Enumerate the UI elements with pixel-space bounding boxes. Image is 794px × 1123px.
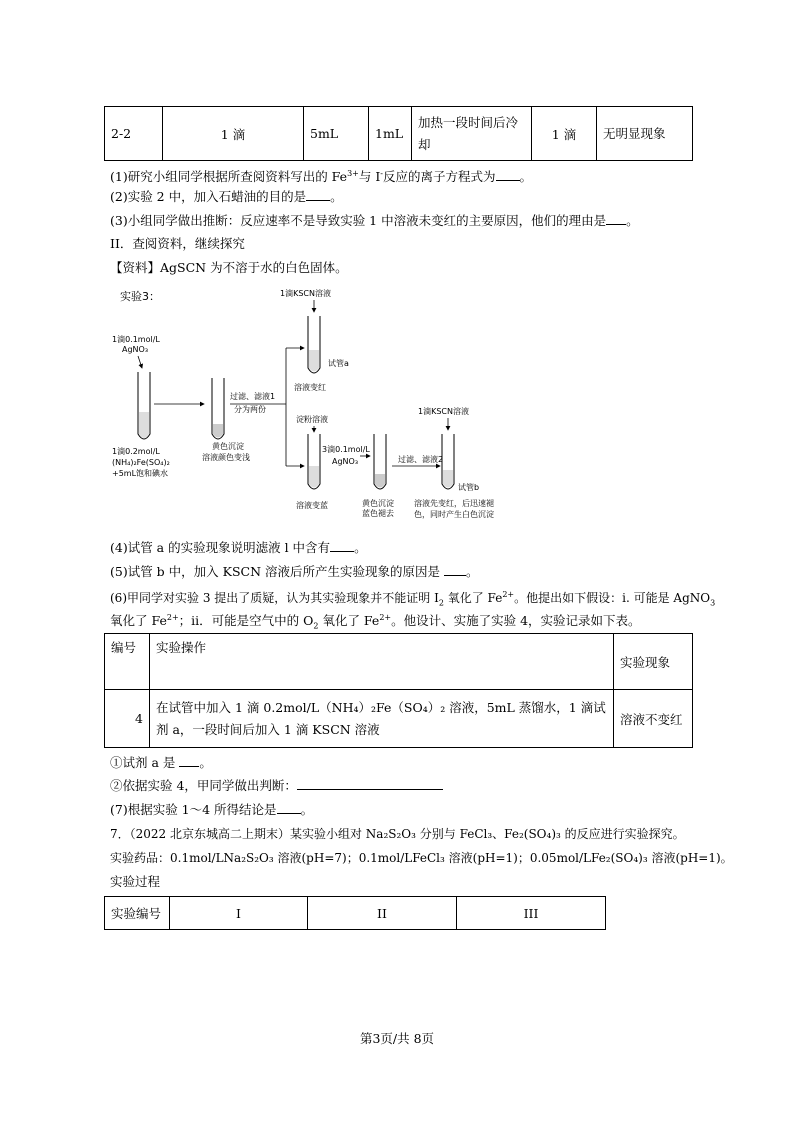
- svg-text:3滴0.1mol/L: 3滴0.1mol/L: [322, 445, 370, 454]
- svg-text:色，同时产生白色沉淀: 色，同时产生白色沉淀: [414, 510, 494, 519]
- table-header-row: [105, 897, 606, 930]
- table-row: [105, 107, 693, 161]
- svg-text:过滤、滤液1: 过滤、滤液1: [230, 392, 276, 401]
- answer-blank[interactable]: [444, 575, 466, 576]
- column-header: I: [170, 897, 308, 930]
- material-note: 【资料】AgSCN 为不溶于水的白色固体。: [110, 260, 348, 275]
- svg-text:1滴0.2mol/L: 1滴0.2mol/L: [112, 447, 160, 456]
- reagents-line: 实验药品：0.1mol/LNa₂S₂O₃ 溶液(pH=7)；0.1mol/LFeCl₃ 溶液(pH=1)；0.05mol/LFe₂(SO₄)₃ 溶液(pH=1)。: [110, 851, 733, 865]
- experiment-7-table: [104, 896, 606, 930]
- table-cell: 溶液不变红: [614, 690, 693, 748]
- answer-blank[interactable]: [306, 200, 330, 201]
- svg-text:分为两份: 分为两份: [234, 405, 266, 414]
- svg-text:淀粉溶液: 淀粉溶液: [296, 415, 328, 424]
- column-header: 实验现象: [614, 634, 693, 690]
- table-cell: 1 滴: [163, 107, 304, 161]
- svg-text:1滴KSCN溶液: 1滴KSCN溶液: [280, 289, 331, 298]
- question-7: (7)根据实验 1～4 所得结论是 。: [110, 802, 314, 817]
- table-cell: 1mL: [369, 107, 412, 161]
- table-cell: 加热一段时间后冷却: [412, 107, 532, 161]
- svg-text:1滴KSCN溶液: 1滴KSCN溶液: [418, 407, 469, 416]
- experiment-4-table: [104, 633, 693, 748]
- answer-blank[interactable]: [277, 813, 301, 814]
- svg-text:溶液颜色变浅: 溶液颜色变浅: [202, 453, 250, 462]
- column-header: III: [457, 897, 606, 930]
- answer-blank[interactable]: [496, 180, 520, 181]
- svg-text:(NH₄)₂Fe(SO₄)₂: (NH₄)₂Fe(SO₄)₂: [112, 458, 170, 467]
- column-header: 实验编号: [105, 897, 170, 930]
- problem-7-intro: 7．（2022 北京东城高二上期末）某实验小组对 Na₂S₂O₃ 分别与 FeCl₃、Fe₂(SO₄)₃ 的反应进行实验探究。: [110, 827, 685, 841]
- svg-text:试管b: 试管b: [458, 483, 480, 492]
- table-cell: 无明显现象: [597, 107, 693, 161]
- svg-text:黄色沉淀: 黄色沉淀: [212, 442, 244, 451]
- section-heading: II．查阅资料，继续探究: [110, 236, 245, 251]
- process-heading: 实验过程: [110, 874, 161, 889]
- svg-text:+5mL饱和碘水: +5mL饱和碘水: [112, 469, 169, 478]
- svg-text:蓝色褪去: 蓝色褪去: [362, 509, 394, 518]
- table-cell: 1 滴: [532, 107, 597, 161]
- question-6-line-2: 氧化了 $Fe^{2+}$；ii．可能是空气中的 $O_2$ 氧化了 $Fe^{2+}$。他设计、实施了实验 4，实验记录如下表。: [110, 613, 641, 631]
- table-header-row: [105, 634, 693, 690]
- question-3: (3)小组同学做出推断：反应速率不是导致实验 1 中溶液未变红的主要原因，他们的理由是 。: [110, 213, 639, 228]
- question-5: (5)试管 b 中，加入 KSCN 溶液后所产生实验现象的原因是 。: [110, 564, 479, 579]
- answer-blank[interactable]: [330, 551, 354, 552]
- table-cell-id: 2-2: [105, 107, 163, 161]
- question-6-line-1: (6)甲同学对实验 3 提出了质疑，认为其实验现象并不能证明 $I_2$ 氧化了 $Fe^{2+}$。他提出如下假设：i. 可能是 AgNO$_3$: [110, 590, 716, 608]
- sub-question-1: ①试剂 a 是 。: [110, 755, 212, 770]
- table-cell: 5mL: [304, 107, 369, 161]
- svg-text:1滴0.1mol/L: 1滴0.1mol/L: [112, 335, 160, 344]
- sub-question-2: ②依据实验 4，甲同学做出判断：: [110, 777, 443, 795]
- svg-text:AgNO₃: AgNO₃: [332, 457, 359, 466]
- page-footer: 第3页/共 8页: [359, 1031, 435, 1046]
- svg-text:试管a: 试管a: [328, 359, 349, 368]
- question-2: (2)实验 2 中，加入石蜡油的目的是 。: [110, 189, 343, 204]
- svg-text:过滤、滤液2: 过滤、滤液2: [398, 455, 444, 464]
- answer-blank[interactable]: [606, 224, 626, 225]
- column-header: II: [308, 897, 457, 930]
- column-header: 实验操作: [150, 634, 614, 690]
- table-cell-id: 4: [105, 690, 150, 748]
- svg-text:溶液变蓝: 溶液变蓝: [296, 501, 328, 510]
- diagram-title: 实验3：: [120, 290, 160, 303]
- experiment-2-table: [104, 106, 693, 161]
- question-1: (1)研究小组同学根据所查阅资料写出的 $Fe^{3+}$与 I-反应的离子方程式为 。: [110, 169, 533, 185]
- table-cell: 在试管中加入 1 滴 0.2mol/L（NH₄）₂Fe（SO₄）₂ 溶液，5mL 蒸馏水，1 滴试剂 a，一段时间后加入 1 滴 KSCN 溶液: [150, 690, 614, 748]
- svg-text:溶液先变红，后迅速褪: 溶液先变红，后迅速褪: [414, 499, 494, 508]
- svg-text:AgNO₃: AgNO₃: [122, 345, 149, 354]
- svg-text:黄色沉淀: 黄色沉淀: [362, 499, 394, 508]
- column-header: 编号: [105, 634, 150, 690]
- experiment-3-diagram: [108, 284, 518, 524]
- answer-blank[interactable]: [179, 766, 199, 767]
- answer-blank[interactable]: [297, 789, 443, 790]
- table-row: [105, 690, 693, 748]
- question-4: (4)试管 a 的实验现象说明滤液 l 中含有 。: [110, 540, 367, 555]
- svg-text:溶液变红: 溶液变红: [294, 383, 326, 392]
